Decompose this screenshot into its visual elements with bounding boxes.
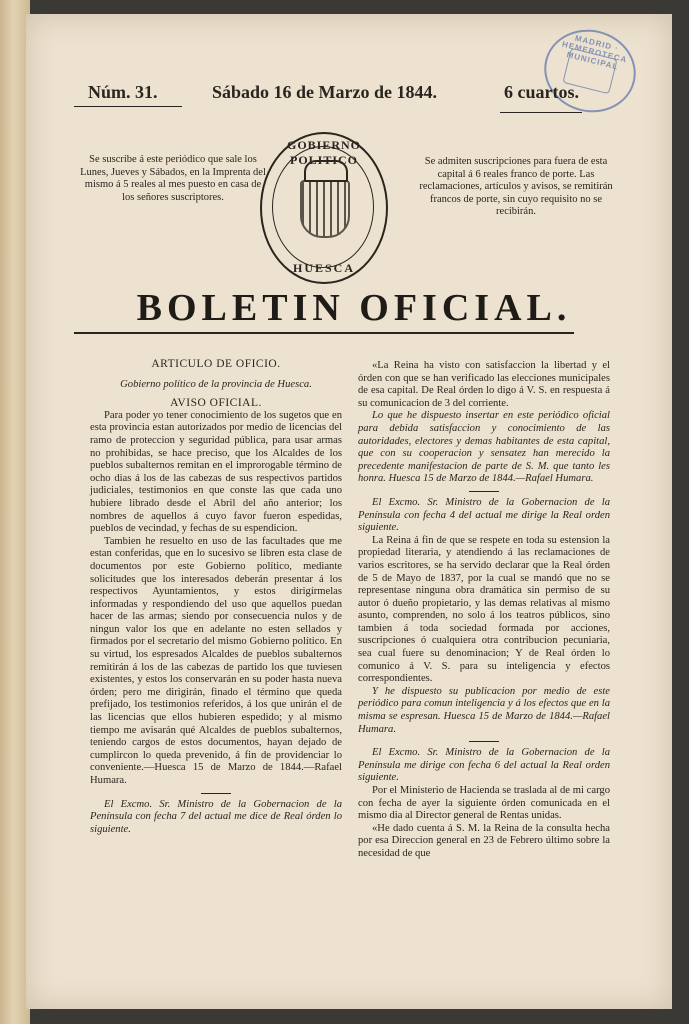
seal-bottom-text: HUESCA (292, 261, 355, 275)
issue-date: Sábado 16 de Marzo de 1844. (212, 82, 437, 102)
issue-number: Núm. 31. (88, 82, 158, 102)
title-rule (74, 332, 574, 334)
consultation-text: «He dado cuenta á S. M. la Reina de la consulta hecha por esa Direccion general en 23 de Febrero último sobre la necesidad de que (358, 822, 610, 859)
hacienda-transfer: Por el Ministerio de Hacienda se traslada al de mi cargo con fecha de ayer la siguiente órden comunicada en el mismo dia al Director general de Rentas unidas. (358, 785, 610, 822)
ministry-intro-3: El Excmo. Sr. Ministro de la Gobernacion de la Península me dirige con fecha 6 del actual la Real orden siguiente. (358, 747, 610, 784)
publication-note-1: Lo que he dispuesto insertar en este periódico oficial para debida satisfaccion y conocimiento de las autoridades, electores y demas habitantes de esta capital, que con su cooperacion y sensatez han merecido la precedente manifestacion de parte de S. M. que tanto les honra. Huesca 15 de Marzo de 1844.—Rafael Humara. (358, 410, 610, 485)
publication-note-2: Y he dispuesto su publicacion por medio de este periódico para comun inteligencia y á los efectos que en la misma se espresan. Huesca 15 de Marzo de 1844.—Rafael Humara. (358, 685, 610, 735)
library-stamp-text: MADRID · HEMEROTECA MUNICIPAL (561, 33, 629, 72)
divider (201, 793, 231, 794)
subscription-info-right: Se admiten suscripciones para fuera de esta capital á 6 reales franco de porte. Las reclamaciones, artículos y avisos, se remitirán francos de porte, sin cuyo requisito no se recibirán. (419, 156, 613, 217)
notice-paragraph-2: Tambien he resuelto en uso de las facultades que me estan conferidas, que en lo sucesivo se libren esta clase de documentos por este Gobierno político, mediante solicitudes que los interesados deberán presentar á los respectivos Ayuntamientos, y estos dirigírmelas informadas y respondiendo del uso que aquellos puedan hacer de las armas; siendo por consecuencia nulos y de ningun valor los que en adelante no esten sellados y firmados por el secretario del mismo Gobierno político. En su virtud, los espresados Alcaldes de pueblos subalternos remitirán á los de las cabezas de partido los que tuviesen existentes, y estos los conservarán en su poder hasta nueva órden; pero me dirigirán, finado el término que queda prefijado, los testimonios referidos, á los que unirán el de las licencias que ellos hubieren espedido; y al mismo tiempo me avisarán qué Alcaldes de pueblos subalternos, teniendo cargos de estos documentos, hayan dejado de cumplircon lo queda prevenido, á fin de providenciar lo conveniente.—Huesca 15 de Marzo de 1844.—Rafael Humara. (90, 535, 342, 786)
ministry-intro-2: El Excmo. Sr. Ministro de la Gobernacion de la Península con fecha 4 del actual me dirige la Real orden siguiente. (358, 496, 610, 534)
notice-paragraph-1: Para poder yo tener conocimiento de los sugetos que en esta provincia estan autorizados por medio de licencias del ramo de proteccion y seguridad pública, para usar armas no prohibidas, se hace preciso, que los Alcaldes de los pueblos subalternos remitan en el improrogable término de ocho dias á los de las cabezas de sus respectivos partidos judiciales, testimonios en que conste las que cada uno hubiere librado desde el Abril del año anterior; los nombres de aquellos á cuyo favor fueron espedidas, pueblos de vecindad, y fechas de su espendicion. (90, 409, 342, 535)
divider (469, 491, 499, 492)
header-rule-right (500, 112, 582, 113)
newspaper-title: BOLETIN OFICIAL. (136, 287, 572, 329)
issue-price: 6 cuartos. (504, 82, 579, 102)
subscription-info-left: Se suscribe á este periódico que sale los Lunes, Jueves y Sábados, en la Imprenta del mismo á 5 reales al mes puesto en casa de los señores suscriptores. (80, 154, 266, 203)
left-column (90, 358, 342, 836)
library-stamp (535, 20, 644, 122)
seal-top-text: GOBIERNO POLITICO (286, 138, 361, 167)
ministry-intro: El Excmo. Sr. Ministro de la Gobernacion de la Península con fecha 7 del actual me dice de Real órden lo siguiente. (90, 798, 342, 835)
header-rule-left (74, 106, 182, 107)
newspaper-page (26, 14, 672, 1009)
notice-heading: AVISO OFICIAL. (170, 397, 262, 410)
literary-property-order: La Reina á fin de que se respete en toda su estension la propiedad literaria, y atendiendo á las reclamaciones de varios escritores, se ha servido declarar que la Real órden de 5 de Mayo de 1837, por la cual se mandó que no se representase ninguna obra dramática sin permiso de su autor ó dueño propietario, y las demas relativas al mismo asunto, comprenden, no solo á los teatros públicos, sino tambien á toda sociedad formada por acciones, suscripciones ó cualquiera otra contribucion pecuniaria, sea cual fuere su denominacion; Y de Real órden lo comunico á V. S. para su inteligencia y efectos correspondientes. (358, 534, 610, 685)
right-column (358, 360, 610, 861)
coat-of-arms-icon (300, 180, 350, 238)
divider (469, 741, 499, 742)
section-heading: ARTICULO DE OFICIO. (151, 358, 281, 370)
authority-heading: Gobierno político de la provincia de Huesca. (120, 378, 312, 390)
crown-icon (304, 160, 348, 182)
royal-order-text: «La Reina ha visto con satisfaccion la libertad y el órden con que se han verificado las elecciones municipales de esa capital. De Real órden lo digo á V. S. en respuesta á su comunicacion de 3 del corriente. (358, 360, 610, 409)
government-seal (260, 132, 388, 284)
